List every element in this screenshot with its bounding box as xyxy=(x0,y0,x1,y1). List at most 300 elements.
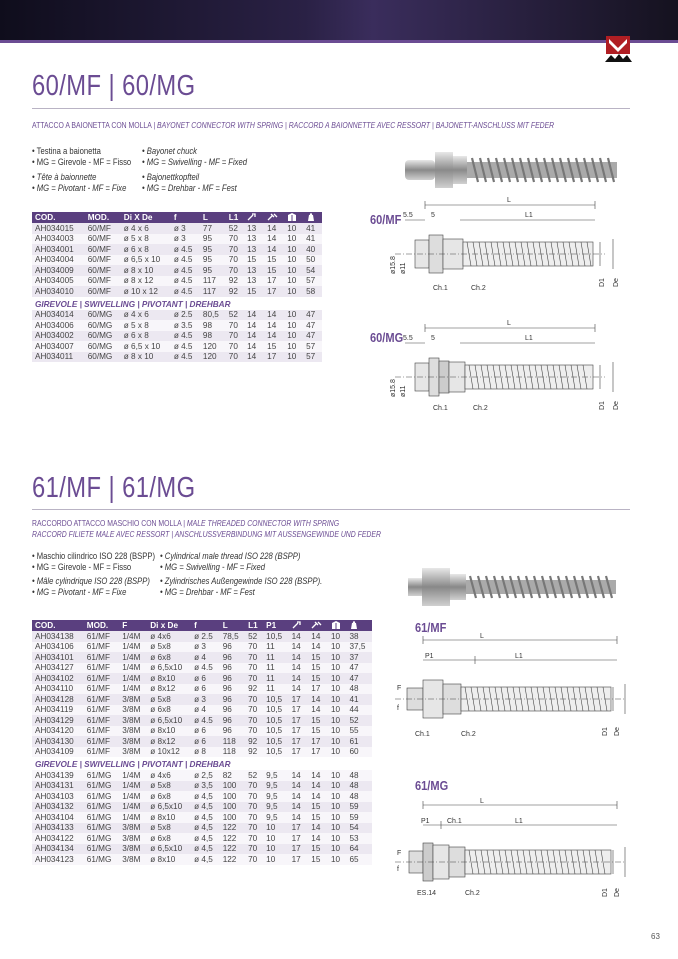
table-cell: ø 6x8 xyxy=(147,791,191,802)
table-cell: AH034122 xyxy=(32,833,84,844)
table-cell: 15 xyxy=(308,812,328,823)
table-row xyxy=(32,802,372,813)
table-cell: 70 xyxy=(226,265,244,276)
table-cell: 61 xyxy=(346,736,372,747)
dim-D1: D1 xyxy=(599,401,606,410)
table-cell: ø 8 xyxy=(191,747,220,758)
table-cell: 10 xyxy=(328,705,347,716)
col-header: MOD. xyxy=(85,212,121,223)
table-cell: 60/MG xyxy=(85,320,121,331)
table-cell: 61/MG xyxy=(84,854,119,865)
table-cell: 70 xyxy=(226,331,244,342)
table-cell: 60/MG xyxy=(85,310,121,321)
table-cell: 14 xyxy=(289,770,309,781)
section1-table xyxy=(32,212,322,362)
diagram-61mg-title: 61/MG xyxy=(415,778,449,793)
table-cell: 17 xyxy=(289,854,309,865)
table-cell: 14 xyxy=(264,234,284,245)
table-cell: 41 xyxy=(303,223,322,234)
table-cell: 9,5 xyxy=(263,812,288,823)
table-cell: 17 xyxy=(308,747,328,758)
table-cell: 60/MF xyxy=(85,286,121,297)
table-cell: ø 8x10 xyxy=(147,854,191,865)
table-cell: 10 xyxy=(284,234,303,245)
table-cell: 3/8M xyxy=(119,854,147,865)
table-row xyxy=(32,694,372,705)
table-cell: ø 5x8 xyxy=(147,781,191,792)
table-cell: 10 xyxy=(284,265,303,276)
section2-table xyxy=(32,620,372,865)
table-cell: ø 4,5 xyxy=(191,812,220,823)
col-header: F xyxy=(119,620,147,631)
dim-f: f xyxy=(397,866,399,873)
table-cell: 14 xyxy=(264,331,284,342)
table-row xyxy=(32,715,372,726)
table-cell: 52 xyxy=(245,631,263,642)
table-cell: 10 xyxy=(328,823,347,834)
table-cell: 54 xyxy=(346,823,372,834)
col-header: COD. xyxy=(32,620,84,631)
table-row xyxy=(32,223,322,234)
table-cell: 14 xyxy=(264,244,284,255)
table-cell: 10 xyxy=(284,310,303,321)
table-cell: 14 xyxy=(289,812,309,823)
table-cell: 13 xyxy=(244,276,264,287)
table-cell: 54 xyxy=(303,265,322,276)
table-row xyxy=(32,331,322,342)
table-cell: 17 xyxy=(308,684,328,695)
table-cell: 41 xyxy=(346,694,372,705)
table-cell: 14 xyxy=(289,642,309,653)
table-cell: 70 xyxy=(226,320,244,331)
table-row xyxy=(32,726,372,737)
table-cell: 15 xyxy=(308,652,328,663)
table-cell: ø 3,5 xyxy=(191,781,220,792)
table-cell: 15 xyxy=(308,726,328,737)
table-cell: 60/MF xyxy=(85,265,121,276)
table-cell: AH034133 xyxy=(32,823,84,834)
table-cell: ø 3 xyxy=(191,694,220,705)
wrench-ch2-icon xyxy=(308,620,328,631)
dim-phi158: ø15.8 xyxy=(390,379,397,397)
table-row xyxy=(32,244,322,255)
table-cell: 41 xyxy=(303,234,322,245)
table-cell: ø 6 xyxy=(191,726,220,737)
table-cell: 47 xyxy=(303,331,322,342)
table-cell: ø 6,5x10 xyxy=(147,844,191,855)
table-cell: AH034101 xyxy=(32,652,84,663)
dim-L: L xyxy=(480,798,484,805)
table-cell: 96 xyxy=(220,663,245,674)
table-row xyxy=(32,310,322,321)
table-cell: 17 xyxy=(308,736,328,747)
table-cell: ø 2.5 xyxy=(191,631,220,642)
section1-bullets-left: • Testina a baionetta • MG = Girevole - MF = Fisso • Tête à baionnette • MG = Pivotant - MF = Fixe xyxy=(32,146,132,193)
dim-L1: L1 xyxy=(515,653,523,660)
table-cell: 92 xyxy=(226,276,244,287)
package-icon xyxy=(284,212,303,223)
table-cell: 14 xyxy=(289,631,309,642)
table-cell: 11 xyxy=(263,673,288,684)
table-cell: 120 xyxy=(200,352,226,363)
table-cell: 9,5 xyxy=(263,781,288,792)
table-cell: 11 xyxy=(263,642,288,653)
table-row xyxy=(32,844,372,855)
table-cell: 52 xyxy=(226,223,244,234)
table-cell: 60/MG xyxy=(85,331,121,342)
table-cell: 48 xyxy=(346,684,372,695)
table-cell: AH034134 xyxy=(32,844,84,855)
table-cell: ø 4.5 xyxy=(171,265,200,276)
table-cell: 61/MF xyxy=(84,694,119,705)
table-cell: 52 xyxy=(226,310,244,321)
table-cell: 9,5 xyxy=(263,791,288,802)
table-cell: 11 xyxy=(263,663,288,674)
table-cell: 52 xyxy=(245,770,263,781)
table-cell: AH034104 xyxy=(32,812,84,823)
table-cell: 122 xyxy=(220,844,245,855)
table-cell: AH034102 xyxy=(32,673,84,684)
table-cell: 1/4M xyxy=(119,673,147,684)
table-cell: ø 8 x 12 xyxy=(121,276,171,287)
table-cell: 14 xyxy=(308,642,328,653)
table-cell: ø 4.5 xyxy=(191,663,220,674)
group-header-row xyxy=(32,757,372,770)
table-cell: 117 xyxy=(200,286,226,297)
dim-5: 5 xyxy=(431,335,435,342)
dim-De: De xyxy=(614,727,621,736)
col-header: L1 xyxy=(226,212,244,223)
table-cell: 57 xyxy=(303,352,322,363)
table-row xyxy=(32,833,372,844)
table-row xyxy=(32,642,372,653)
table-cell: ø 4,5 xyxy=(191,844,220,855)
table-cell: 14 xyxy=(244,310,264,321)
table-cell: 15 xyxy=(308,802,328,813)
table-cell: 61/MF xyxy=(84,736,119,747)
table-cell: AH034120 xyxy=(32,726,84,737)
table-cell: AH034110 xyxy=(32,684,84,695)
table-cell: 14 xyxy=(308,770,328,781)
table-row xyxy=(32,791,372,802)
table-cell: 70 xyxy=(245,705,263,716)
table-cell: 14 xyxy=(289,791,309,802)
dim-P1: P1 xyxy=(421,818,430,825)
table-cell: 95 xyxy=(200,244,226,255)
table-cell: 95 xyxy=(200,255,226,266)
table-cell: 10 xyxy=(328,812,347,823)
table-cell: 96 xyxy=(220,684,245,695)
table-cell: 10 xyxy=(284,255,303,266)
table-cell: 70 xyxy=(245,854,263,865)
table-cell: ø 6 xyxy=(191,684,220,695)
table-row xyxy=(32,705,372,716)
table-cell: 53 xyxy=(346,833,372,844)
table-cell: 48 xyxy=(346,791,372,802)
table-cell: ø 6x8 xyxy=(147,833,191,844)
dim-De: De xyxy=(613,401,620,410)
table-cell: 14 xyxy=(264,310,284,321)
table-cell: ø 5 x 8 xyxy=(121,234,171,245)
table-row xyxy=(32,276,322,287)
group-label: GIREVOLE | SWIVELLING | PIVOTANT | DREHBAR xyxy=(32,297,322,310)
table-cell: 60/MF xyxy=(85,234,121,245)
table-cell: 96 xyxy=(220,652,245,663)
table-cell: 9,5 xyxy=(263,802,288,813)
table-cell: 17 xyxy=(289,705,309,716)
table-cell: 77 xyxy=(200,223,226,234)
section2-bullets-right: • Cylindrical male thread ISO 228 (BSPP) • MG = Swivelling - MF = Fixed • Zylindrisches Außengewinde ISO 228 (BSPP). • MG = Drehbar - MF = Fest xyxy=(160,551,323,597)
table-cell: 70 xyxy=(226,255,244,266)
table-cell: ø 8 x 10 xyxy=(121,265,171,276)
table-cell: AH034109 xyxy=(32,747,84,758)
table-row xyxy=(32,747,372,758)
table-cell: 17 xyxy=(289,736,309,747)
table-cell: AH034001 xyxy=(32,244,85,255)
table-cell: AH034005 xyxy=(32,276,85,287)
col-header: L1 xyxy=(245,620,263,631)
table-cell: 10 xyxy=(284,352,303,363)
table-cell: 1/4M xyxy=(119,802,147,813)
table-cell: 11 xyxy=(263,684,288,695)
table-cell: 14 xyxy=(289,781,309,792)
table-cell: 17 xyxy=(289,694,309,705)
table-cell: 61/MG xyxy=(84,781,119,792)
dim-De: De xyxy=(614,888,621,897)
label-ch1: Ch.1 xyxy=(433,285,448,292)
col-header: f xyxy=(171,212,200,223)
section2-bullets-left: • Maschio cilindrico ISO 228 (BSPP) • MG = Girevole - MF = Fisso • Mâle cylindrique ISO 228 (BSPP) • MG = Pivotant - MF = Fixe xyxy=(32,551,155,597)
table-cell: 10 xyxy=(328,684,347,695)
table-row xyxy=(32,652,372,663)
table-cell: 3/8M xyxy=(119,833,147,844)
table-cell: 10 xyxy=(328,694,347,705)
col-header: f xyxy=(191,620,220,631)
table-cell: AH034010 xyxy=(32,286,85,297)
page-number: 63 xyxy=(651,932,660,941)
dim-5: 5 xyxy=(431,212,435,219)
table-cell: AH034138 xyxy=(32,631,84,642)
table-row xyxy=(32,234,322,245)
table-cell: 96 xyxy=(220,673,245,684)
table-cell: 61/MG xyxy=(84,770,119,781)
table-row xyxy=(32,673,372,684)
col-header: Di X De xyxy=(121,212,171,223)
table-cell: 10 xyxy=(328,791,347,802)
table-cell: 14 xyxy=(308,823,328,834)
col-header: MOD. xyxy=(84,620,119,631)
table-cell: 10,5 xyxy=(263,747,288,758)
table-cell: ø 4.5 xyxy=(171,352,200,363)
table-cell: ø 4 x 6 xyxy=(121,310,171,321)
table-cell: 3/8M xyxy=(119,736,147,747)
table-cell: ø 6 x 8 xyxy=(121,331,171,342)
table-cell: ø 4.5 xyxy=(171,276,200,287)
table-cell: 1/4M xyxy=(119,642,147,653)
table-cell: 3/8M xyxy=(119,823,147,834)
dim-phi11: ø11 xyxy=(400,385,407,397)
table-cell: ø 6,5 x 10 xyxy=(121,341,171,352)
table-cell: 17 xyxy=(289,715,309,726)
table-cell: ø 5 x 8 xyxy=(121,320,171,331)
table-cell: 40 xyxy=(303,244,322,255)
table-cell: 61/MG xyxy=(84,833,119,844)
table-cell: 52 xyxy=(346,715,372,726)
table-cell: 9,5 xyxy=(263,770,288,781)
table-cell: 70 xyxy=(245,781,263,792)
diagram-61mf xyxy=(395,630,635,745)
table-cell: 61/MG xyxy=(84,791,119,802)
table-cell: 100 xyxy=(220,781,245,792)
table-cell: 17 xyxy=(289,844,309,855)
table-cell: ø 6 xyxy=(191,736,220,747)
table-cell: 13 xyxy=(244,265,264,276)
table-cell: ø 8x10 xyxy=(147,726,191,737)
table-cell: 10 xyxy=(328,726,347,737)
table-cell: 17 xyxy=(289,833,309,844)
table-cell: 92 xyxy=(245,747,263,758)
top-banner xyxy=(0,0,678,40)
table-row xyxy=(32,341,322,352)
table-cell: 1/4M xyxy=(119,631,147,642)
table-cell: 10 xyxy=(263,823,288,834)
label-es14: ES.14 xyxy=(417,890,437,897)
table-cell: 78,5 xyxy=(220,631,245,642)
table-cell: 3/8M xyxy=(119,844,147,855)
label-ch1: Ch.1 xyxy=(447,818,462,825)
table-cell: 10 xyxy=(328,854,347,865)
table-cell: 10 xyxy=(328,663,347,674)
dim-D1: D1 xyxy=(602,888,609,897)
diagram-60mg xyxy=(385,318,630,418)
table-cell: 10 xyxy=(328,747,347,758)
table-cell: 59 xyxy=(346,812,372,823)
table-cell: 47 xyxy=(303,310,322,321)
diagram-61mg xyxy=(395,795,635,905)
table-cell: ø 4 xyxy=(191,705,220,716)
table-cell: 37 xyxy=(346,652,372,663)
table-cell: 13 xyxy=(244,234,264,245)
table-cell: 61/MF xyxy=(84,715,119,726)
table-cell: ø 4,5 xyxy=(191,833,220,844)
diagram-61mf-title: 61/MF xyxy=(415,620,447,635)
table-cell: 100 xyxy=(220,802,245,813)
table-cell: 60/MG xyxy=(85,352,121,363)
table-cell: 10 xyxy=(328,736,347,747)
table-cell: 1/4M xyxy=(119,781,147,792)
wrench-ch1-icon xyxy=(244,212,264,223)
dim-L1: L1 xyxy=(525,212,533,219)
table-cell: 37,5 xyxy=(346,642,372,653)
table-cell: 60/MF xyxy=(85,276,121,287)
table-cell: 3/8M xyxy=(119,747,147,758)
table-cell: 82 xyxy=(220,770,245,781)
label-ch1: Ch.1 xyxy=(433,405,448,412)
table-cell: 60 xyxy=(346,747,372,758)
table-cell: 10,5 xyxy=(263,694,288,705)
table-cell: 61/MF xyxy=(84,726,119,737)
table-cell: 17 xyxy=(264,352,284,363)
table-cell: ø 10 x 12 xyxy=(121,286,171,297)
table-cell: AH034106 xyxy=(32,642,84,653)
table-cell: 70 xyxy=(245,673,263,684)
table-cell: 10 xyxy=(284,244,303,255)
dim-P1: P1 xyxy=(425,653,434,660)
table-cell: AH034130 xyxy=(32,736,84,747)
brand-logo-icon xyxy=(603,34,633,64)
table-cell: 95 xyxy=(200,265,226,276)
dim-D1: D1 xyxy=(602,727,609,736)
table-cell: 48 xyxy=(346,770,372,781)
table-cell: 117 xyxy=(200,276,226,287)
table-cell: 15 xyxy=(308,673,328,684)
table-cell: AH034119 xyxy=(32,705,84,716)
table-cell: 70 xyxy=(245,833,263,844)
table-cell: AH034129 xyxy=(32,715,84,726)
section2-divider xyxy=(32,509,630,510)
table-cell: ø 10x12 xyxy=(147,747,191,758)
table-cell: 60/MF xyxy=(85,255,121,266)
table-cell: 61/MF xyxy=(84,631,119,642)
table-cell: ø 5x8 xyxy=(147,642,191,653)
table-cell: 92 xyxy=(245,684,263,695)
table-cell: AH034011 xyxy=(32,352,85,363)
table-cell: 70 xyxy=(226,352,244,363)
table-cell: 1/4M xyxy=(119,652,147,663)
diagram-60mg-title: 60/MG xyxy=(370,330,404,345)
table-cell: 10,5 xyxy=(263,726,288,737)
table-cell: ø 4.5 xyxy=(171,341,200,352)
table-cell: 70 xyxy=(226,341,244,352)
table-cell: 122 xyxy=(220,823,245,834)
table-cell: 96 xyxy=(220,715,245,726)
table-cell: ø 6,5x10 xyxy=(147,663,191,674)
top-accent-line xyxy=(0,40,678,43)
table-cell: 61/MF xyxy=(84,652,119,663)
table-cell: 57 xyxy=(303,341,322,352)
table-cell: 11 xyxy=(263,652,288,663)
table-cell: ø 3 xyxy=(191,642,220,653)
table-row xyxy=(32,736,372,747)
table-cell: ø 3 xyxy=(171,234,200,245)
group-header-row xyxy=(32,297,322,310)
table-cell: 10 xyxy=(328,631,347,642)
table-cell: ø 8x12 xyxy=(147,684,191,695)
table-cell: AH034128 xyxy=(32,694,84,705)
table-cell: 70 xyxy=(226,244,244,255)
table-cell: 96 xyxy=(220,705,245,716)
dim-L: L xyxy=(480,633,484,640)
table-cell: 17 xyxy=(289,823,309,834)
table-cell: 14 xyxy=(289,652,309,663)
table-cell: 61/MF xyxy=(84,684,119,695)
table-cell: ø 4 x 6 xyxy=(121,223,171,234)
table-cell: 1/4M xyxy=(119,770,147,781)
table-cell: 70 xyxy=(245,802,263,813)
table-cell: ø 8x10 xyxy=(147,673,191,684)
dim-L: L xyxy=(507,320,511,327)
table-row xyxy=(32,823,372,834)
label-ch2: Ch.2 xyxy=(461,731,476,738)
table-cell: ø 4x6 xyxy=(147,770,191,781)
table-cell: 61/MG xyxy=(84,844,119,855)
table-cell: 15 xyxy=(308,663,328,674)
table-cell: ø 6 xyxy=(191,673,220,684)
dim-F: F xyxy=(397,850,402,857)
table-cell: 64 xyxy=(346,844,372,855)
table-cell: 10 xyxy=(284,341,303,352)
table-cell: 70 xyxy=(245,642,263,653)
